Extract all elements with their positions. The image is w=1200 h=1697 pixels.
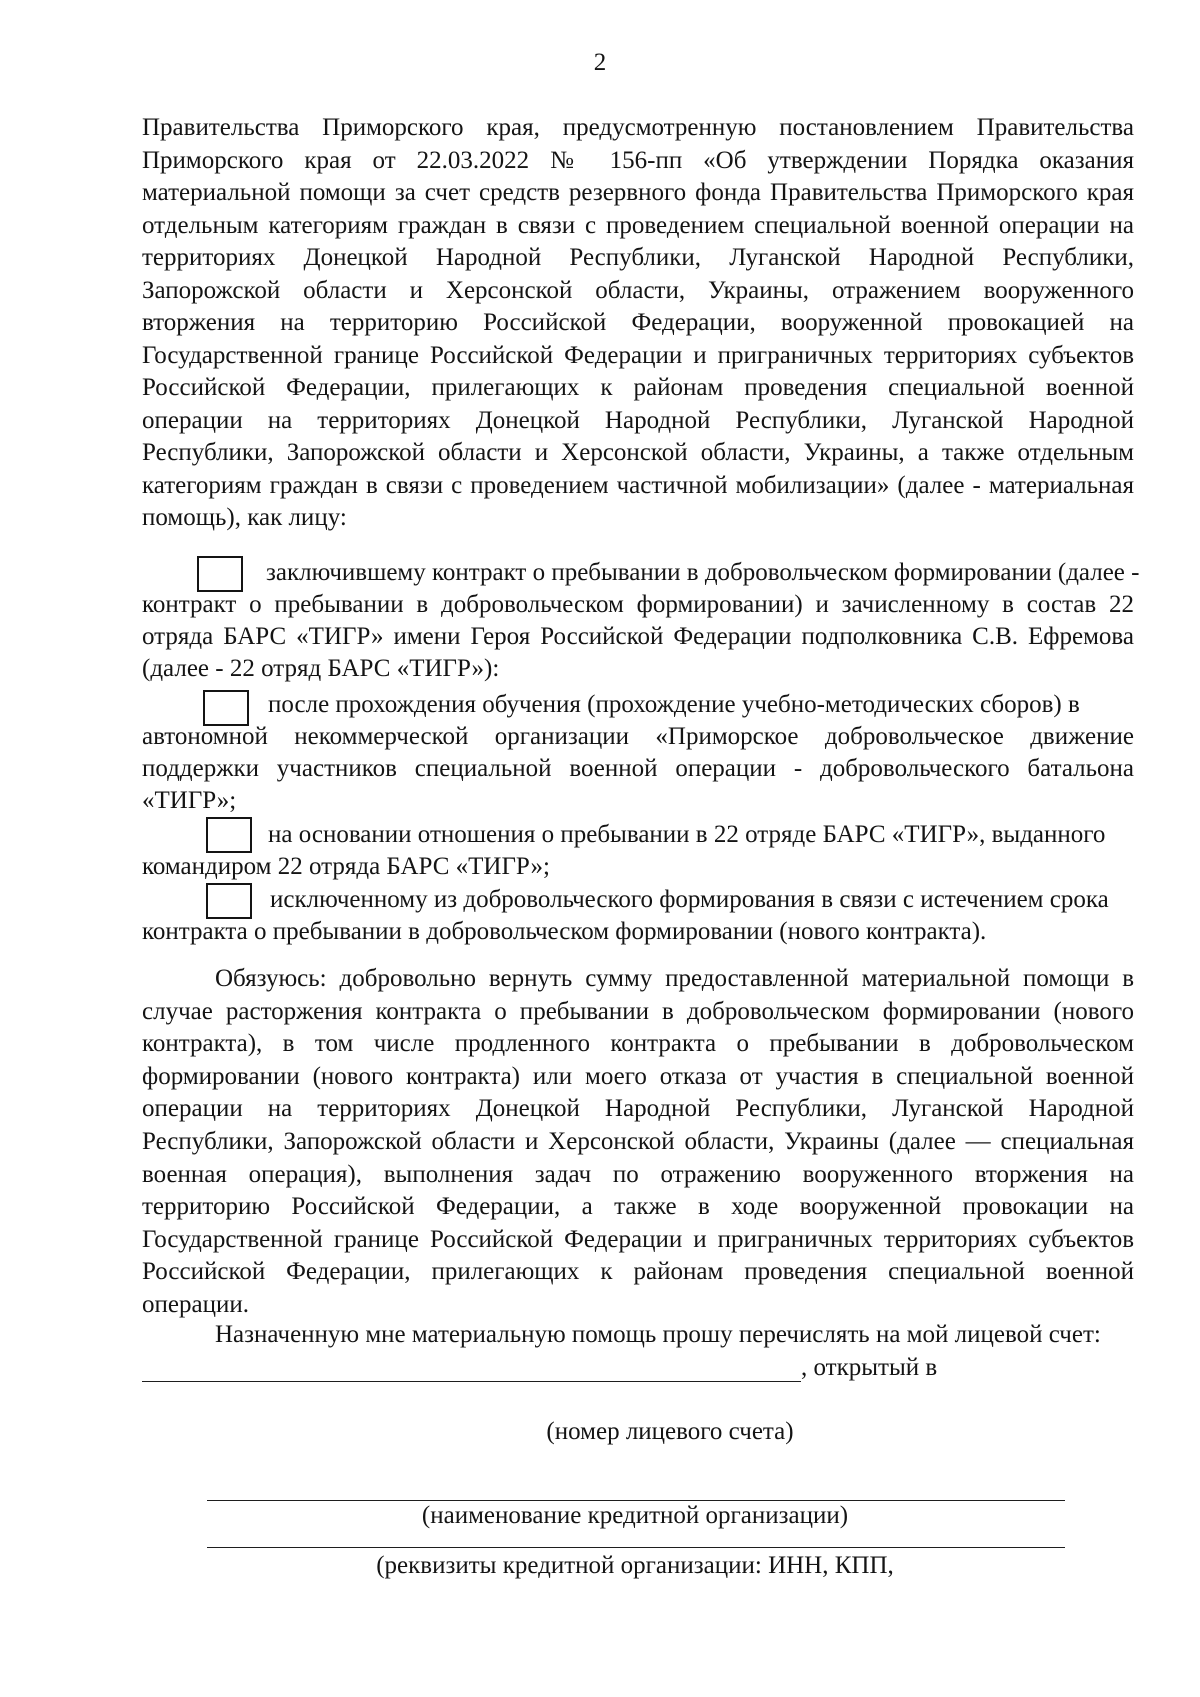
option-checkbox-contract-expired[interactable]: [206, 883, 252, 919]
account-number-line[interactable]: [142, 1381, 801, 1382]
account-suffix: , открытый в: [801, 1354, 938, 1381]
option-checkbox-volunteer-contract[interactable]: [197, 556, 243, 592]
page-number: 2: [593, 49, 607, 76]
bank-details-caption: (реквизиты кредитной организации: ИНН, КПП,: [376, 1552, 894, 1579]
option-contract-expired-first-line: исключенному из добровольческого формирования в связи с истечением срока: [270, 886, 1109, 913]
option-training-continuation: автономной некоммерческой организации «Приморское добровольческое движение поддержки участников специальной военной операции - добровольческого батальона «ТИГР»;: [142, 723, 1134, 814]
bank-details-line[interactable]: [207, 1547, 1065, 1548]
option-volunteer-contract-first-line: заключившему контракт о пребывании в добровольческом формировании (далее -: [266, 559, 1140, 586]
option-commander-reference-first-line: на основании отношения о пребывании в 22 отряде БАРС «ТИГР», выданного: [268, 821, 1106, 848]
option-training-first-line: после прохождения обучения (прохождение учебно-методических сборов) в: [268, 691, 1080, 718]
option-volunteer-contract-continuation: контракт о пребывании в добровольческом формировании) и зачисленному в состав 22 отряда БАРС «ТИГР» имени Героя Российской Федерации подполковника С.В. Ефремова (далее - 22 отряд БАРС «ТИГР»):: [142, 591, 1134, 682]
obligation-paragraph: Обязуюсь: добровольно вернуть сумму предоставленной материальной помощи в случае расторжения контракта о пребывании в добровольческом формировании (нового контракта), в том числе продленного контракта о пребывании в добровольческом формировании (нового контракта) или моего отказа от участия в специальной военной операции на территориях Донецкой Народной Республики, Луганской Народной Республики, Запорожской области и Херсонской области, Украины (далее — специальная военная операция), выполнения задач по отражению вооруженного вторжения на территорию Российской Федерации, а также в ходе вооруженной провокации на Государственной границе Российской Федерации и приграничных территориях субъектов Российской Федерации, прилегающих к районам проведения специальной военной операции.: [142, 965, 1134, 1318]
option-checkbox-commander-reference[interactable]: [206, 817, 252, 853]
bank-name-caption: (наименование кредитной организации): [421, 1502, 849, 1529]
intro-paragraph: Правительства Приморского края, предусмотренную постановлением Правительства Приморского края от 22.03.2022 № 156-пп «Об утверждении Порядка оказания материальной помощи за счет средств резервного фонда Правительства Приморского края отдельным категориям граждан в связи с проведением специальной военной операции на территориях Донецкой Народной Республики, Луганской Народной Республики, Запорожской области и Херсонской области, Украины, отражением вооруженного вторжения на территорию Российской Федерации, вооруженной провокацией на Государственной границе Российской Федерации и приграничных территориях субъектов Российской Федерации, прилегающих к районам проведения специальной военной операции на территориях Донецкой Народной Республики, Луганской Народной Республики, Запорожской области и Херсонской области, Украины, а также отдельным категориям граждан в связи с проведением частичной мобилизации» (далее - материальная помощь), как лицу:: [142, 114, 1134, 531]
option-commander-reference-continuation: командиром 22 отряда БАРС «ТИГР»;: [142, 853, 550, 880]
payment-paragraph: Назначенную мне материальную помощь прошу перечислять на мой лицевой счет:: [215, 1321, 1101, 1348]
option-contract-expired-continuation: контракта о пребывании в добровольческом формировании (нового контракта).: [142, 918, 987, 945]
account-number-caption: (номер лицевого счета): [546, 1418, 794, 1445]
